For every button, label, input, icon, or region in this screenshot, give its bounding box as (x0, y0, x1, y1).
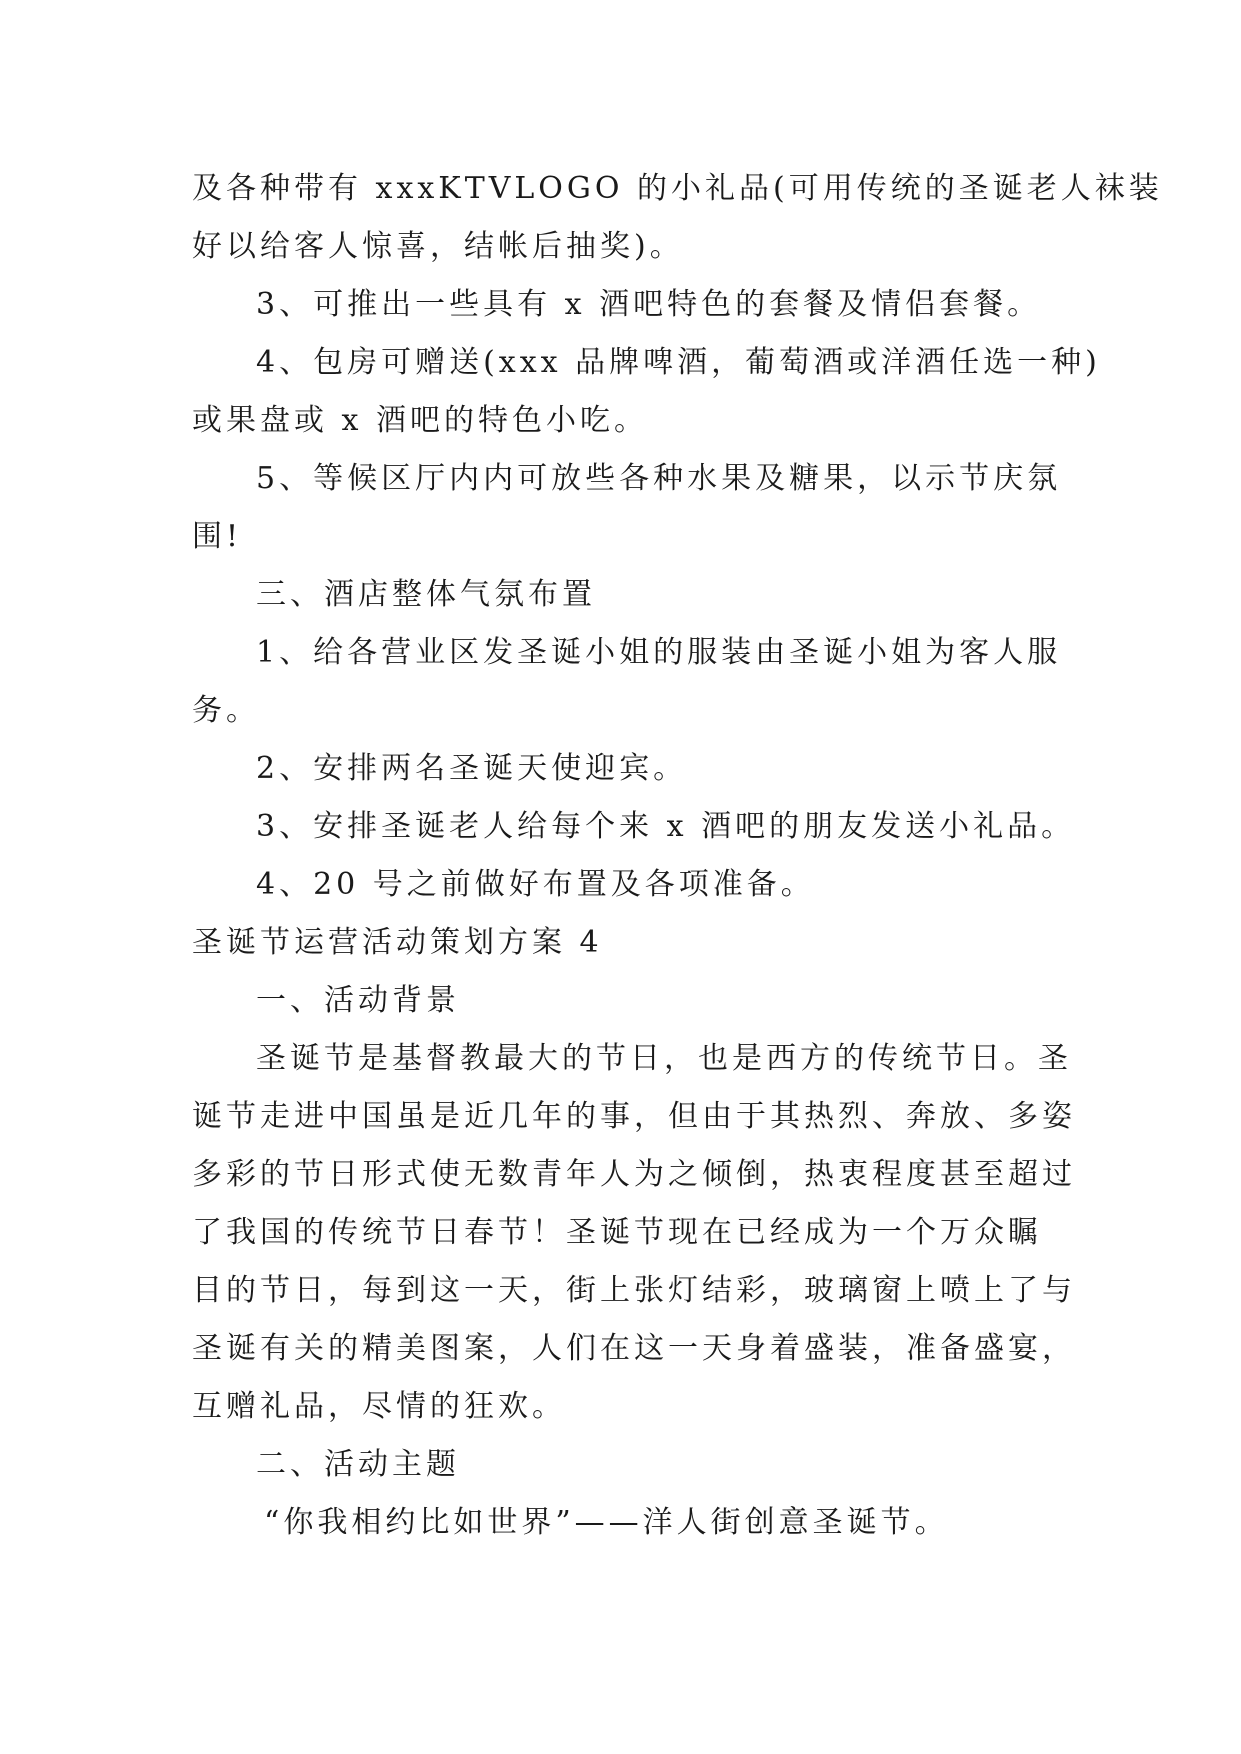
paragraph-line: 互赠礼品，尽情的狂欢。 (192, 1389, 566, 1424)
list-item-line: 3、安排圣诞老人给每个来 x 酒吧的朋友发送小礼品。 (256, 809, 1076, 844)
list-item-line: 4、20 号之前做好布置及各项准备。 (256, 867, 815, 902)
list-item-line: 4、包房可赠送(xxx 品牌啤酒，葡萄酒或洋酒任选一种) (256, 345, 1101, 380)
theme-quote: “你我相约比如世界”——洋人街创意圣诞节。 (264, 1505, 949, 1540)
paragraph-line: 及各种带有 xxxKTVLOGO 的小礼品(可用传统的圣诞老人袜装 (192, 171, 1163, 206)
paragraph-line: 多彩的节日形式使无数青年人为之倾倒，热衷程度甚至超过 (192, 1157, 1076, 1192)
list-item-line: 1、给各营业区发圣诞小姐的服装由圣诞小姐为客人服 (256, 635, 1062, 670)
list-item-line: 3、可推出一些具有 x 酒吧特色的套餐及情侣套餐。 (256, 287, 1042, 322)
paragraph-line: 圣诞有关的精美图案，人们在这一天身着盛装，准备盛宴， (192, 1331, 1076, 1366)
document-title: 圣诞节运营活动策划方案 4 (192, 925, 603, 960)
section-heading: 二、活动主题 (256, 1447, 460, 1482)
paragraph-line: 目的节日，每到这一天，街上张灯结彩，玻璃窗上喷上了与 (192, 1273, 1076, 1308)
paragraph-line: 圣诞节是基督教最大的节日，也是西方的传统节日。圣 (256, 1041, 1072, 1076)
section-heading: 一、活动背景 (256, 983, 460, 1018)
paragraph-line: 围! (192, 519, 243, 554)
document-page (192, 160, 1163, 1552)
paragraph-line: 了我国的传统节日春节！圣诞节现在已经成为一个万众瞩 (192, 1215, 1042, 1250)
list-item-line: 2、安排两名圣诞天使迎宾。 (256, 751, 688, 786)
paragraph-line: 或果盘或 x 酒吧的特色小吃。 (192, 403, 648, 438)
list-item-line: 5、等候区厅内内可放些各种水果及糖果，以示节庆氛 (256, 461, 1062, 496)
paragraph-line: 务。 (192, 693, 260, 728)
section-heading: 三、酒店整体气氛布置 (256, 577, 596, 612)
paragraph-line: 诞节走进中国虽是近几年的事，但由于其热烈、奔放、多姿 (192, 1099, 1076, 1134)
paragraph-line: 好以给客人惊喜，结帐后抽奖)。 (192, 229, 684, 264)
